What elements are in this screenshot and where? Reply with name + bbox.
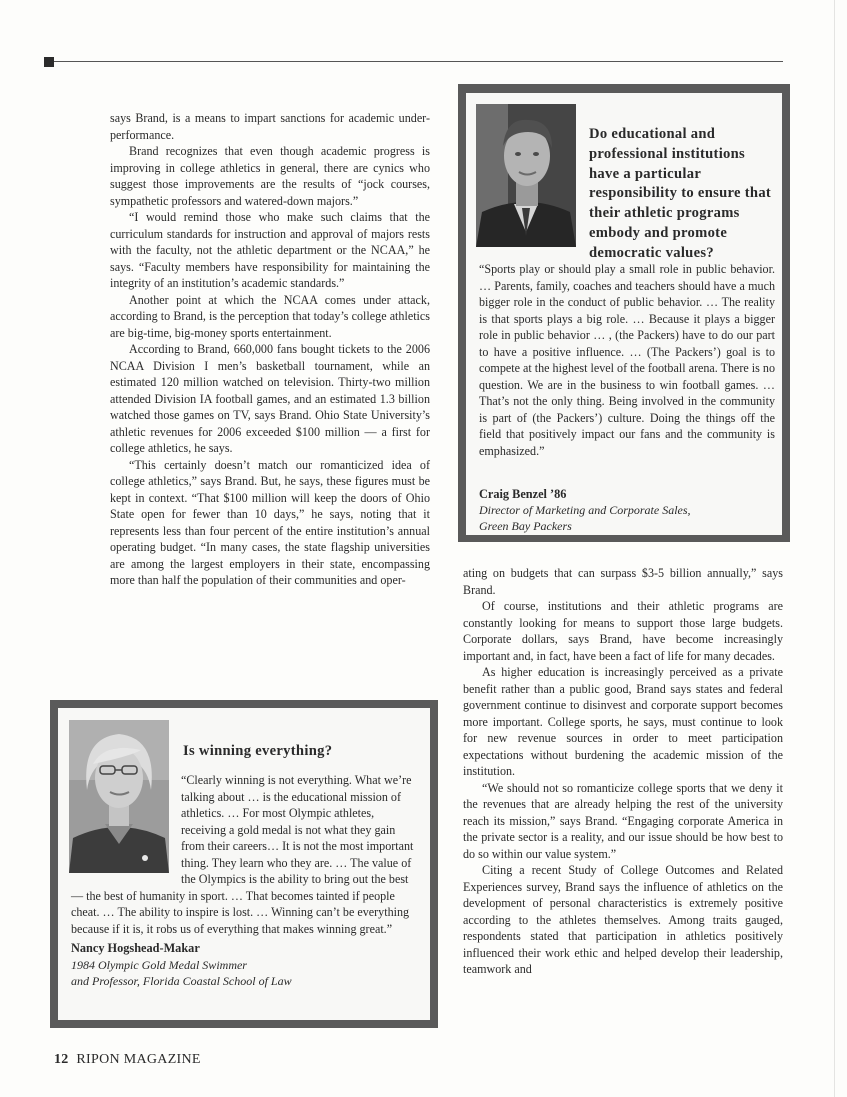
sidebar-panel: [58, 708, 430, 1020]
article-column-left: [110, 110, 430, 589]
attribution-name: Craig Benzel ’86: [479, 487, 567, 501]
sidebar-attribution: [71, 940, 416, 989]
paragraph: Of course, institutions and their athletic programs are constantly looking for means to support those large budgets. Corporate dollars, says Brand, have become increasingly important and, in fact, have been a fact of life for many decades.: [463, 599, 783, 663]
paragraph: According to Brand, 660,000 fans bought tickets to the 2006 NCAA Division I men’s basketball tournament, while an estimated 120 million watched on television. Thirty-two million attended Division IA football games, and an estimated 1.3 billion watched those games on TV, says Brand. Ohio State University’s athletic revenues for 2006 exceeded $100 million — a first for college athletics, he says.: [110, 342, 430, 455]
paragraph: Citing a recent Study of College Outcomes and Related Experiences survey, Brand says the influence of athletics on the development of personal characteristics is extremely positive according to the athletes themselves. Among traits gauged, respondents stated that participation in athletics positively influenced their work ethic and helped develop their leadership, teamwork and: [463, 863, 783, 976]
page-edge: [834, 0, 835, 1097]
paragraph: Another point at which the NCAA comes under attack, according to Brand, is the perception that today’s college athletics are big-time, big-money sports entertainment.: [110, 292, 430, 340]
sidebar-quote: “Sports play or should play a small role in public behavior. … Parents, family, coaches and teachers should have a much bigger role in the conduct of public behavior. … The reality is that sports plays a big role. … Because it plays a bigger role in public behavior … , (the Packers) have to do our part to have a positive influence. … (The Packers’) goal is to compete at the highest level of the football arena. There is no question. We are in the business to win football games. … That’s not the only thing. Being involved in the community is part of (the Packers’) culture. Doing the things off the field that positively impact our fans and the community is emphasized.”: [479, 262, 775, 458]
attribution-name: Nancy Hogshead-Makar: [71, 941, 200, 955]
sidebar-hogshead: [50, 700, 438, 1028]
sidebar-panel: [466, 93, 782, 535]
paragraph: Brand recognizes that even though academic progress is improving in college athletics in general, there are cynics who suggest those improvements are the results of “jock courses, sympathetic professors and watered-down majors.”: [110, 144, 430, 208]
magazine-name: RIPON MAGAZINE: [76, 1052, 201, 1067]
paragraph: “This certainly doesn’t match our romanticized idea of college athletics,” says Brand. But, he says, these figures must be kept in context. “That $100 million will keep the doors of Ohio State open for fewer than 10 days,” he says, noting that it represents less than four percent of the entire institution’s annual operating budget. “In many cases, the state flagship universities are among the largest employers in their state, encompassing more than half the population of their communities and oper-: [110, 457, 430, 587]
paragraph: As higher education is increasingly perceived as a private benefit rather than a public good, Brand says states and federal government continue to disinvest and corporate support becomes more important. College sports, he says, must continue to look for new revenue sources in order to meet participation expectations without burdening the academic mission of the institution.: [463, 665, 783, 778]
attribution-title: Director of Marketing and Corporate Sales,: [479, 503, 691, 517]
sidebar-benzel: [458, 84, 790, 542]
sidebar-attribution: [479, 485, 775, 534]
attribution-organization: and Professor, Florida Coastal School of Law: [71, 973, 292, 988]
sidebar-quote: “Clearly winning is not everything. What we’re talking about … is the educational mission of athletics. … For most Olympic athletes, receiving a gold medal is not what they gain from their careers… It is not the most important thing. They learn who they are. … The value of the Olympics is the ability to bring out the best — the best of humanity in sport. … That becomes tainted if people cheat. … The ability to inspire is lost. … Winning can’t be everything because if it is, it robs us of everything that makes winning great.”: [71, 773, 414, 936]
paragraph: says Brand, is a means to impart sanctions for academic under-performance.: [110, 111, 430, 142]
header-rule-square: [44, 57, 54, 67]
sidebar-question: Do educational and professional institutions have a particular responsibility to ensure that their athletic programs embody and promote democratic values?: [589, 126, 772, 261]
paragraph: ating on budgets that can surpass $3-5 billion annually,” says Brand.: [463, 566, 783, 597]
article-column-right: [463, 565, 783, 978]
paragraph: “We should not so romanticize college sports that we deny it the revenues that are already helping the rest of the university reach its mission,” says Brand. “Engaging corporate America in the private sector is a reality, and our issue should be how best to do so within our value system.”: [463, 780, 783, 861]
portrait-photo-benzel: [476, 104, 576, 247]
page-footer: [54, 1052, 201, 1068]
sidebar-quote-block: [71, 772, 416, 989]
attribution-organization: Green Bay Packers: [479, 519, 572, 533]
attribution-title: 1984 Olympic Gold Medal Swimmer: [71, 957, 247, 972]
paragraph: “I would remind those who make such claims that the curriculum standards for instruction and approval of majors rests with the faculty, not the athletic department or the NCAA,” he says. “Faculty members have responsibility for maintaining the integrity of an institution’s academic standards.”: [110, 210, 430, 290]
header-rule: [54, 61, 783, 62]
sidebar-question: Is winning everything?: [183, 743, 333, 759]
page-number: 12: [54, 1052, 69, 1067]
